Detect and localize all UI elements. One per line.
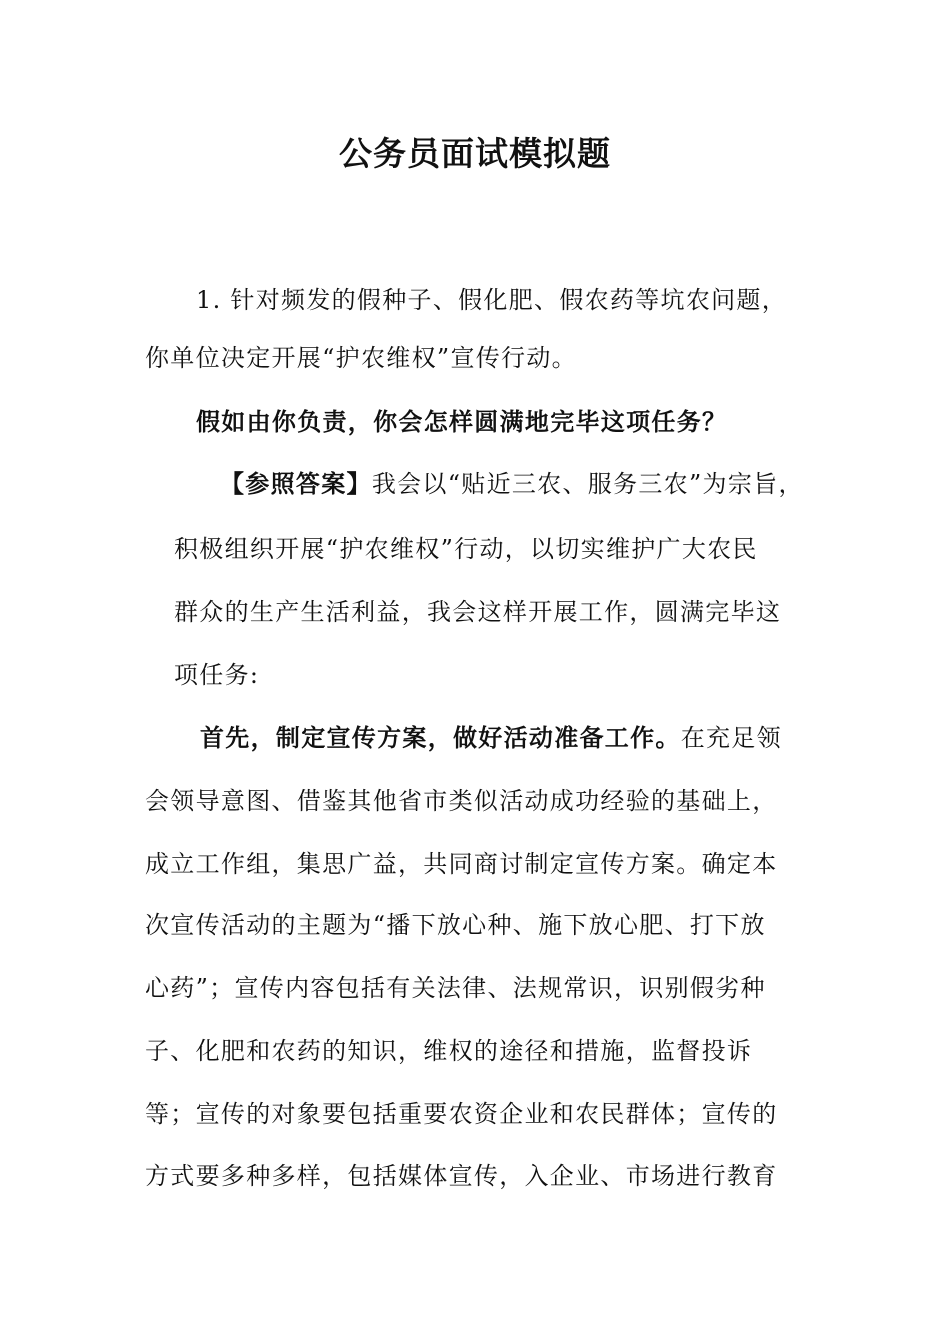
answer-line-1-text: 我会以“贴近三农、服务三农”为宗旨， — [371, 470, 804, 498]
section1-line-1 — [200, 722, 782, 754]
answer-line-2: 积极组织开展“护农维权”行动，以切实维护广大农民 — [174, 535, 758, 563]
section1-line-5: 心药”；宣传内容包括有关法律、法规常识，识别假劣种 — [145, 974, 766, 1002]
question-line-1: 1. 针对频发的假种子、假化肥、假农药等坑农问题， — [196, 286, 788, 314]
answer-line-1 — [220, 468, 804, 500]
section1-line-4: 次宣传活动的主题为“播下放心种、施下放心肥、打下放 — [145, 911, 766, 939]
page-title: 公务员面试模拟题 — [339, 134, 611, 173]
section1-line-3: 成立工作组，集思广益，共同商讨制定宣传方案。确定本 — [145, 850, 778, 878]
question-line-2: 你单位决定开展“护农维权”宣传行动。 — [145, 344, 577, 372]
question-line-3: 假如由你负责，你会怎样圆满地完毕这项任务？ — [196, 408, 728, 436]
section1-line-1-text: 在充足领 — [680, 724, 782, 752]
answer-line-3: 群众的生产生活利益，我会这样开展工作，圆满完毕这 — [174, 598, 782, 626]
section1-line-8: 方式要多种多样，包括媒体宣传，入企业、市场进行教育 — [145, 1162, 778, 1190]
section1-line-6: 子、化肥和农药的知识，维权的途径和措施，监督投诉 — [145, 1037, 753, 1065]
answer-line-4: 项任务: — [174, 661, 260, 689]
section1-line-7: 等；宣传的对象要包括重要农资企业和农民群体；宣传的 — [145, 1100, 778, 1128]
section1-line-2: 会领导意图、借鉴其他省市类似活动成功经验的基础上， — [145, 787, 778, 815]
answer-label: 【参照答案】 — [220, 470, 372, 498]
section1-heading: 首先，制定宣传方案，做好活动准备工作。 — [200, 724, 681, 752]
